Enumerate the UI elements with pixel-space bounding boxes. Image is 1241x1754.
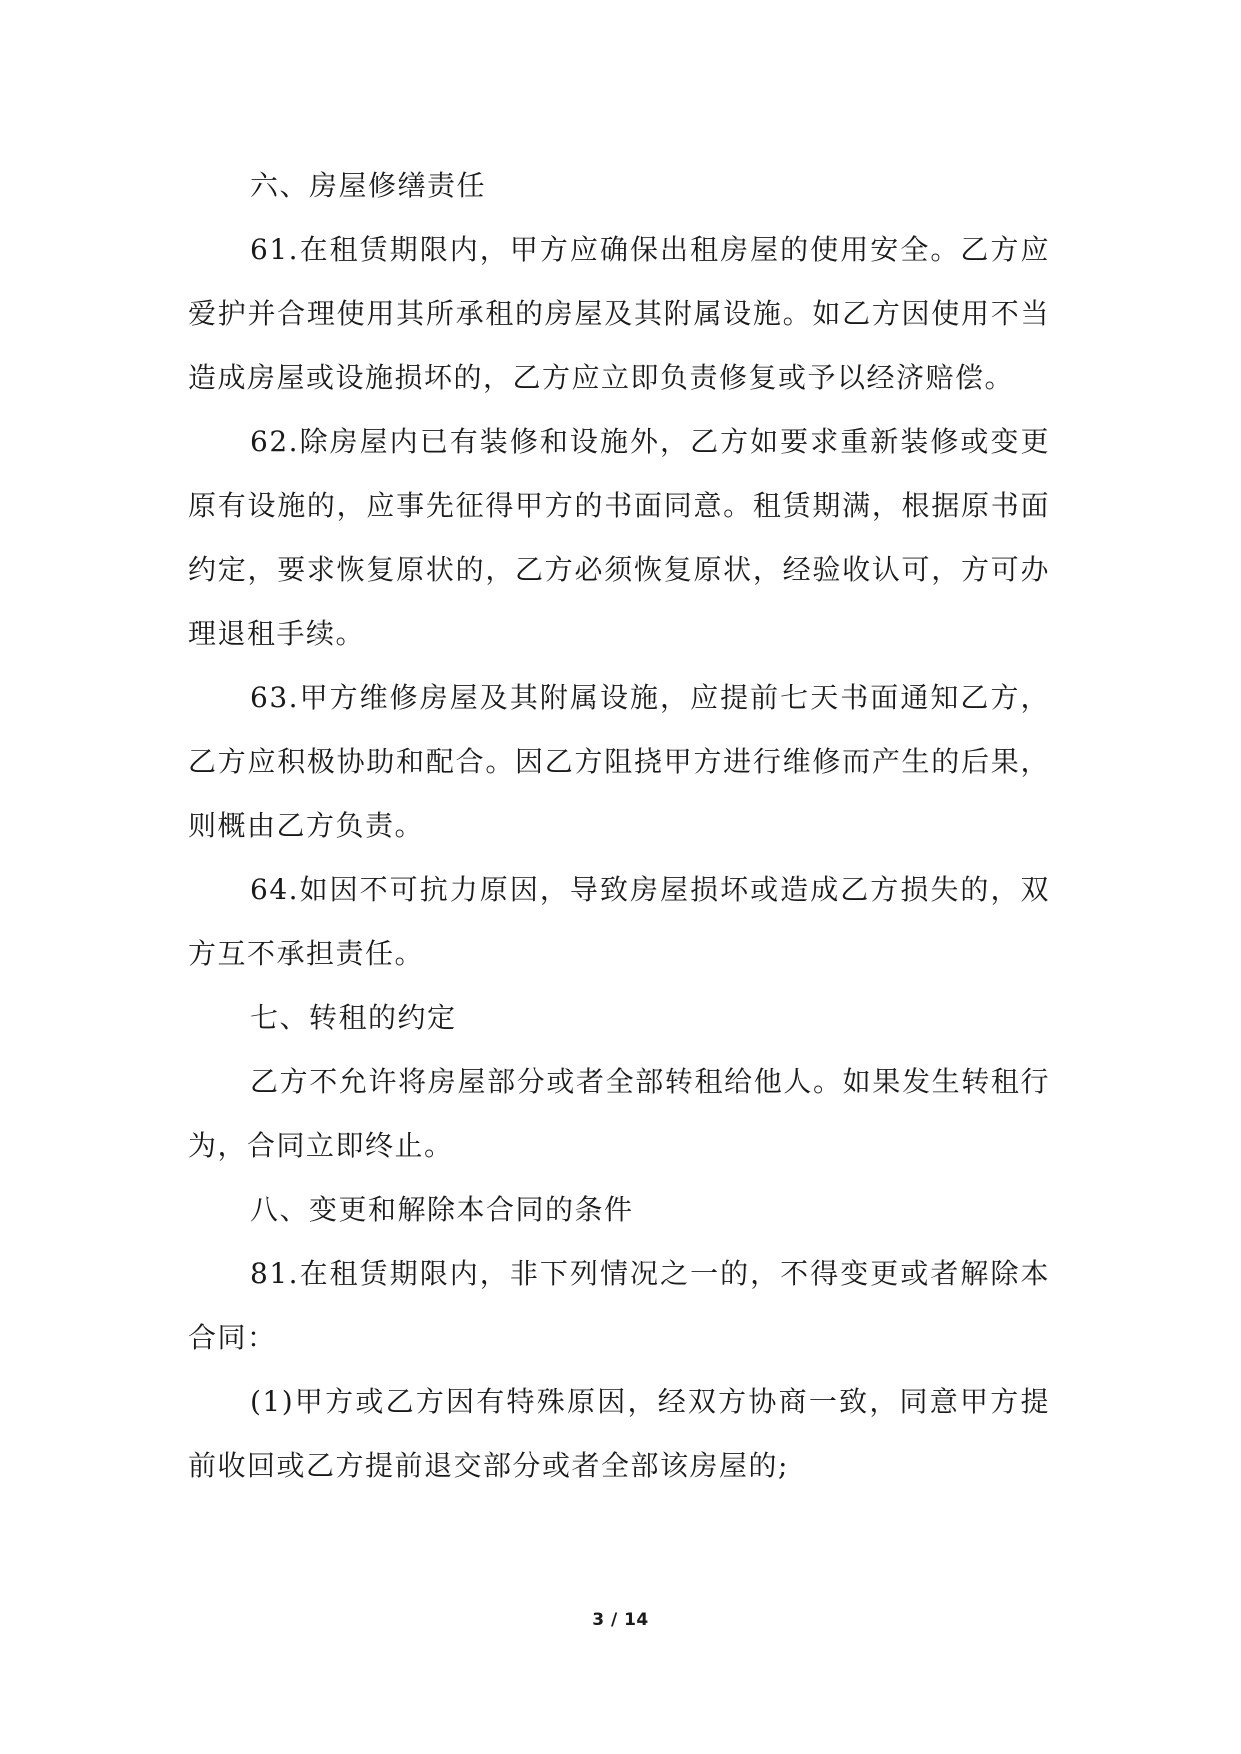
clause-63: 63.甲方维修房屋及其附属设施，应提前七天书面通知乙方，乙方应积极协助和配合。因乙方阻挠甲方进行维修而产生的后果，则概由乙方负责。	[188, 681, 1050, 842]
clause-62: 62.除房屋内已有装修和设施外，乙方如要求重新装修或变更原有设施的，应事先征得甲方的书面同意。租赁期满，根据原书面约定，要求恢复原状的，乙方必须恢复原状，经验收认可，方可办理退租手续。	[188, 425, 1050, 650]
clause-61: 61.在租赁期限内，甲方应确保出租房屋的使用安全。乙方应爱护并合理使用其所承租的房屋及其附属设施。如乙方因使用不当造成房屋或设施损坏的，乙方应立即负责修复或予以经济赔偿。	[188, 233, 1050, 394]
section-heading-sublease: 七、转租的约定	[250, 1001, 457, 1034]
document-body	[188, 154, 1050, 1498]
clause-sublease: 乙方不允许将房屋部分或者全部转租给他人。如果发生转租行为，合同立即终止。	[188, 1065, 1050, 1162]
section-heading-termination: 八、变更和解除本合同的条件	[250, 1193, 634, 1226]
page-number: 3 / 14	[592, 1610, 649, 1630]
section-heading-repair: 六、房屋修缮责任	[250, 169, 487, 202]
clause-81: 81.在租赁期限内，非下列情况之一的，不得变更或者解除本合同：	[188, 1257, 1050, 1354]
clause-64: 64.如因不可抗力原因，导致房屋损坏或造成乙方损失的，双方互不承担责任。	[188, 873, 1050, 970]
clause-81-item-1: (1)甲方或乙方因有特殊原因，经双方协商一致，同意甲方提前收回或乙方提前退交部分或者全部该房屋的;	[188, 1385, 1050, 1482]
